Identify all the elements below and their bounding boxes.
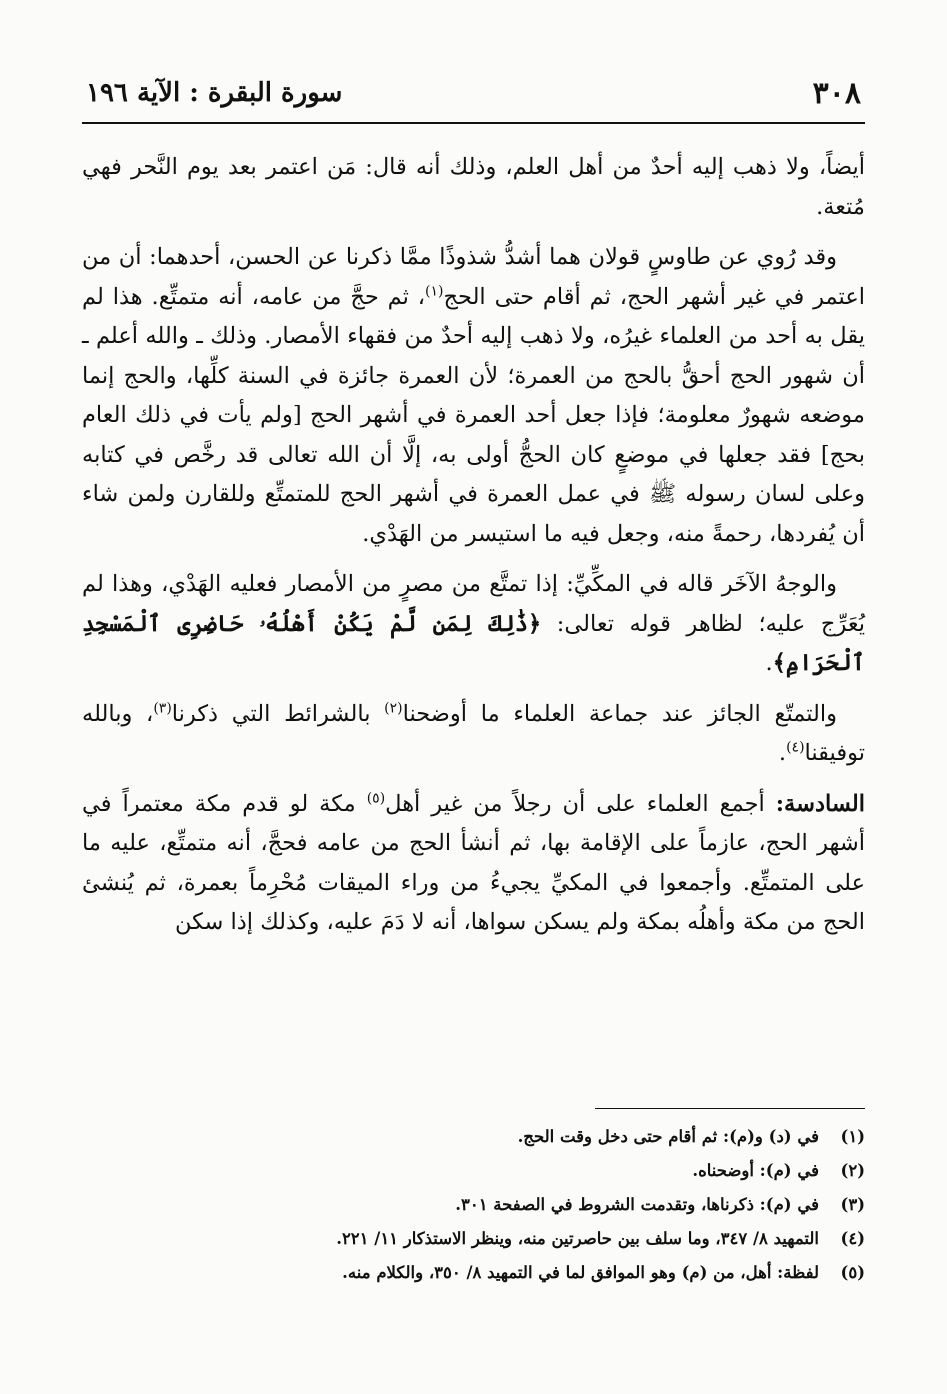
footnote-ref: (١) [425,283,444,299]
footnote-number: (٣) [840,1195,865,1214]
footnote-text: في (د) و(م): ثم أقام حتى دخل وقت الحج. [517,1127,819,1146]
paragraph-text: أجمع العلماء على أن رجلاً من غير أهل [385,790,776,817]
running-title: سورة البقرة : الآية ١٩٦ [86,78,343,108]
footnote [82,1256,865,1290]
paragraph-text: ، وبالله توفيقنا [82,700,865,766]
paragraph [82,148,865,227]
paragraph-text: بالشرائط التي ذكرنا [171,700,385,727]
main-text [82,148,865,954]
paragraph [82,565,865,684]
footnote-text: في (م): ذكرناها، وتقدمت الشروط في الصفحة ٣٠١. [455,1195,819,1214]
paragraph-text: . [765,650,773,676]
footnote-number: (٢) [840,1161,865,1180]
section-lead: السادسة: [775,790,865,817]
paragraph-text: ، ثم حجَّ من عامه، أنه متمتِّع. هذا لم يقل به أحد من العلماء غيرُه، ولا ذهب إليه أحدٌ من فقهاء الأمصار. وذلك ـ والله أعلم ـ أن شهور الحج أحقُّ بالحج من العمرة؛ لأن العمرة جائزة في السنة كلِّها، والحج إنما موضعه شهورٌ معلومة؛ فإذا جعل أحد العمرة في أشهر الحج [ولم يأت في ذلك العام بحج] فقد جعلها في موضعٍ كان الحجُّ أولى به، إلَّا أن الله تعالى قد رخَّص في كتابه وعلى لسان رسوله ﷺ في عمل العمرة في أشهر الحج للمتمتِّع وللقارن ولمن شاء أن يُفردها، رحمةً منه، وجعل فيه ما استيسر من الهَدْي. [82,283,865,547]
footnote-number: (١) [840,1127,865,1146]
quran-verse: ﴿ذَٰلِكَ لِمَن لَّمْ يَكُنْ أَهْلُهُۥ حَاضِرِى ٱلْمَسْجِدِ ٱلْحَرَامِ﴾ [82,610,865,676]
footnote-text: في (م): أوضحناه. [692,1161,819,1180]
paragraph [82,238,865,554]
footnote-ref: (٥) [366,790,386,806]
footnote [82,1154,865,1188]
page-number: ٣٠٨ [812,76,861,111]
page-header [82,70,865,124]
paragraph-text: والتمتّع الجائز عند جماعة العلماء ما أوضحنا [402,700,838,727]
footnote-ref: (٣) [153,700,172,716]
footnote-number: (٥) [840,1263,865,1282]
footnote-number: (٤) [840,1229,865,1248]
paragraph [82,785,865,943]
paragraph-text: وقد رُوي عن طاوسٍ قولان هما أشدُّ شذوذًا ممَّا ذكرنا عن الحسن، أحدهما: أن من اعتمر في غير أشهر الحج، ثم أقام حتى الحج [82,244,865,310]
footnotes [82,1120,865,1290]
paragraph-text: أيضاً، ولا ذهب إليه أحدٌ من أهل العلم، وذلك أنه قال: مَن اعتمر بعد يوم النَّحر فهي مُتعة. [82,154,865,220]
footnote [82,1188,865,1222]
footnote-text: التمهيد ٨/ ٣٤٧، وما سلف بين حاصرتين منه، وينظر الاستذكار ١١/ ٢٢١. [336,1229,819,1248]
footnote-ref: (٤) [786,739,805,756]
paragraph-text: . [778,740,787,766]
paragraph-text: والوجهُ الآخَر قاله في المكِّيِّ: إذا تمتَّع من مصرٍ من الأمصار فعليه الهَدْي، وهذا لم يُعَرِّج عليه؛ لظاهر قوله تعالى: [82,571,865,637]
paragraph [82,695,865,774]
footnote-text: لفظة: أهل، من (م) وهو الموافق لما في التمهيد ٨/ ٣٥٠، والكلام منه. [342,1263,819,1282]
footnote [82,1120,865,1154]
footnote-ref: (٢) [384,700,403,716]
footnote-divider [595,1108,865,1109]
footnote [82,1222,865,1256]
paragraph-text: مكة لو قدم مكة معتمراً في أشهر الحج، عازماً على الإقامة بها، ثم أنشأ الحج من عامه فحجَّ، أنه متمتِّع، عليه ما على المتمتِّع. وأجمعوا في المكيِّ يجيءُ من وراء الميقات مُحْرِماً بعمرة، ثم يُنشئ الحج من مكة وأهلُه بمكة ولم يسكن سواها، أنه لا دَمَ عليه، وكذلك إذا سكن [82,790,865,935]
